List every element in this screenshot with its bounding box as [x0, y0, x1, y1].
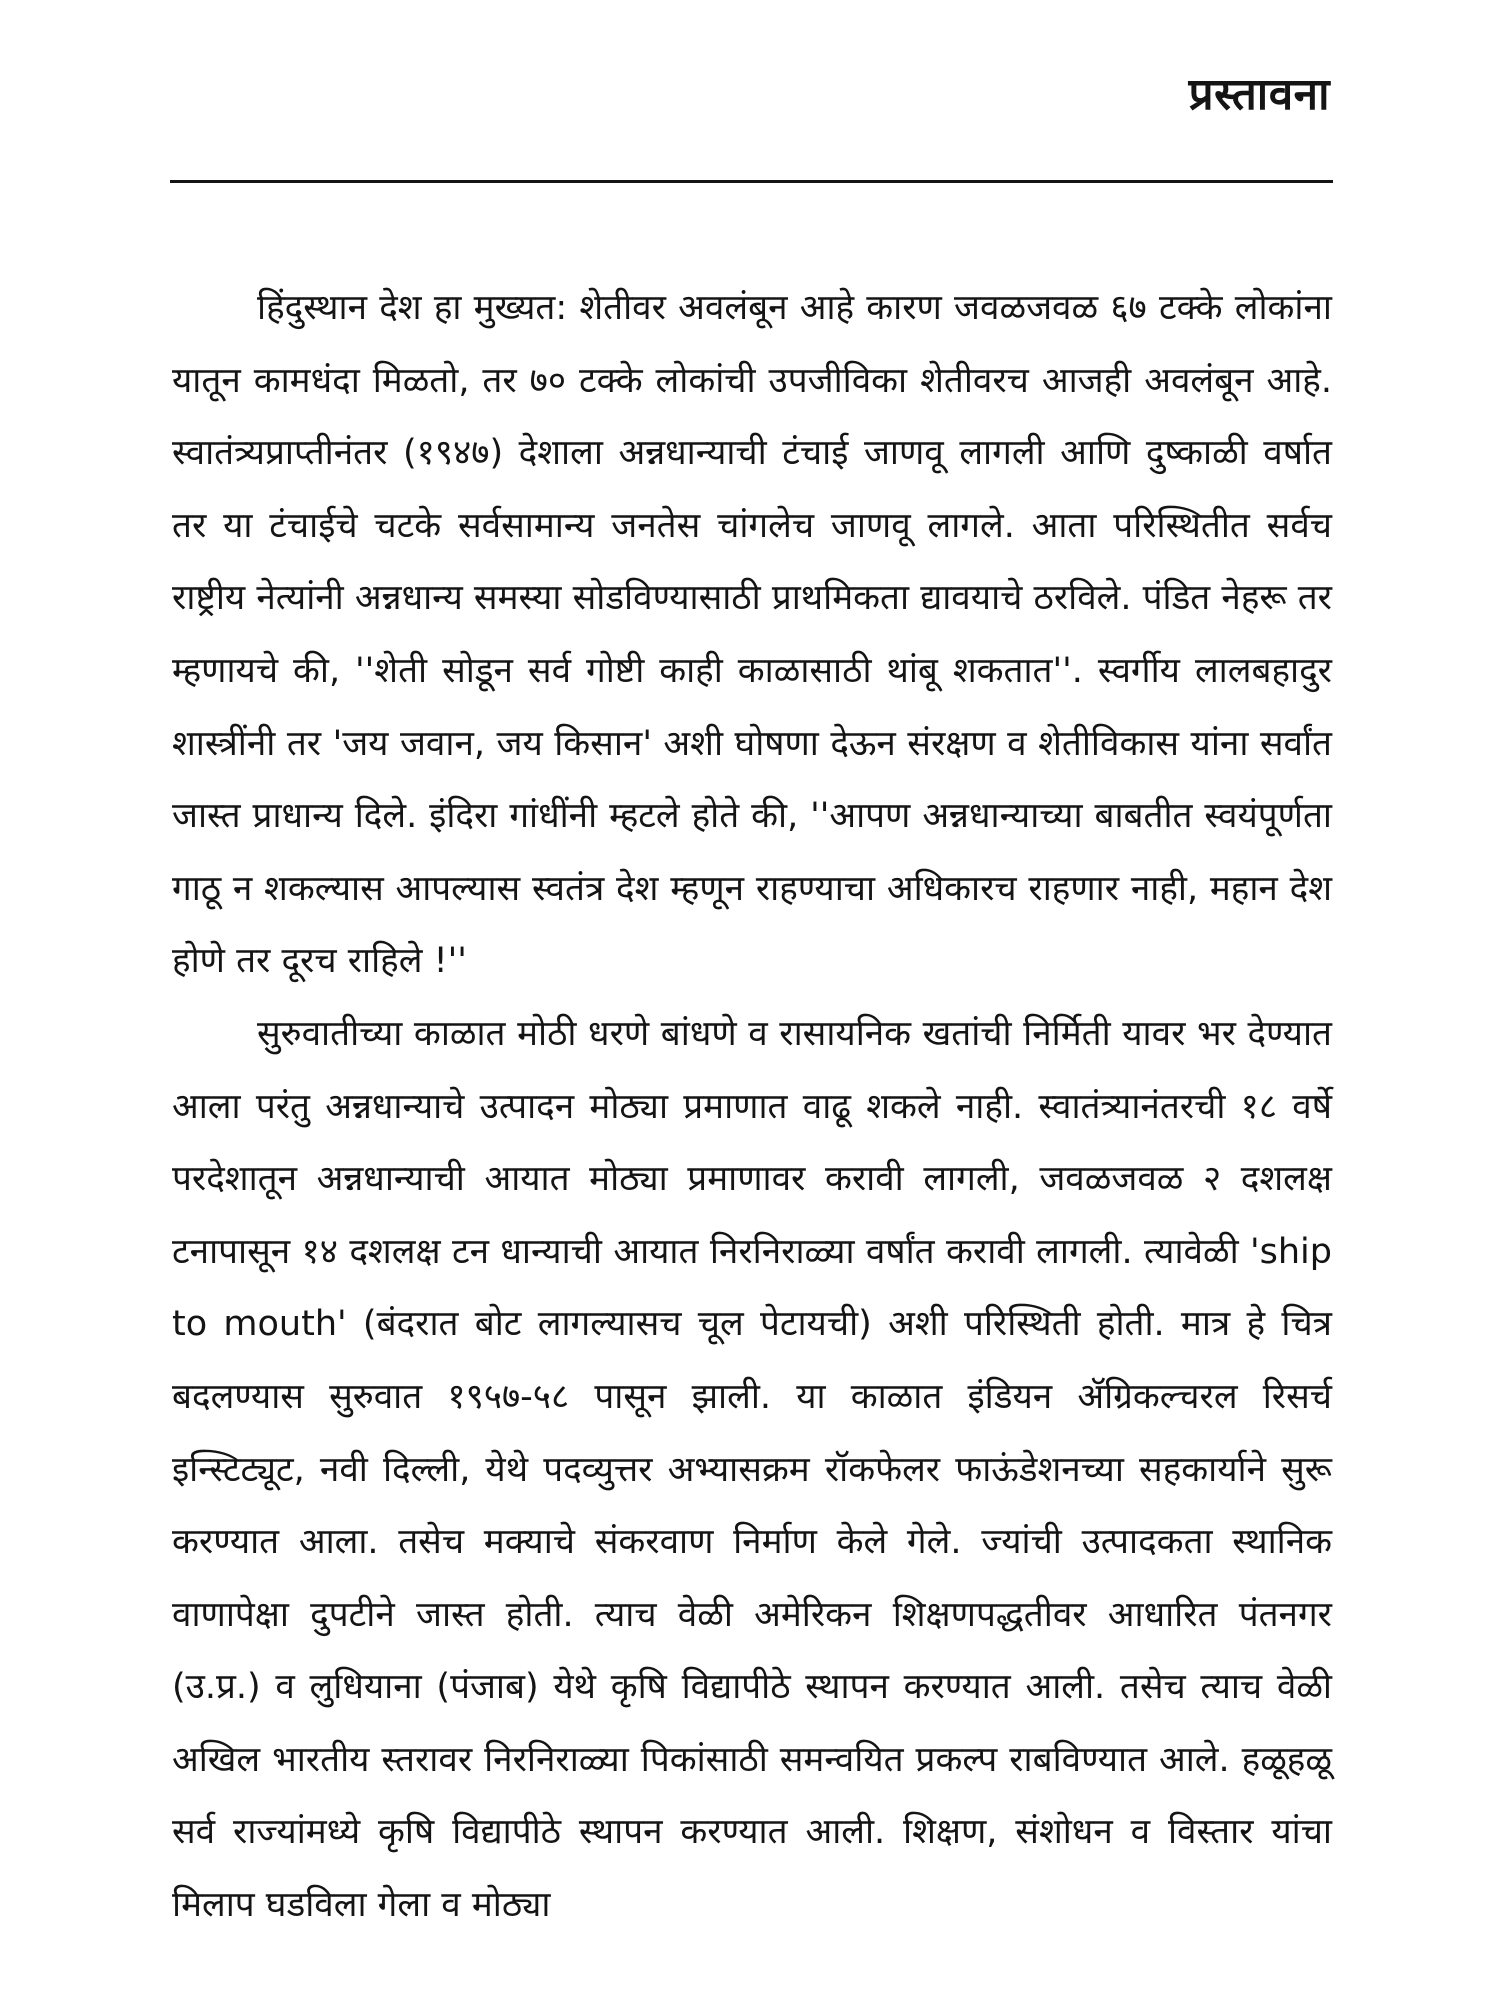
body-text — [172, 272, 1332, 1942]
title-underline — [170, 180, 1333, 183]
paragraph-1: हिंदुस्थान देश हा मुख्यत: शेतीवर अवलंबून आहे कारण जवळजवळ ६७ टक्के लोकांना यातून कामधंदा मिळतो, तर ७० टक्के लोकांची उपजीविका शेतीवरच आजही अवलंबून आहे. स्वातंत्र्यप्राप्तीनंतर (१९४७) देशाला अन्नधान्याची टंचाई जाणवू लागली आणि दुष्काळी वर्षात तर या टंचाईचे चटके सर्वसामान्य जनतेस चांगलेच जाणवू लागले. आता परिस्थितीत सर्वच राष्ट्रीय नेत्यांनी अन्नधान्य समस्या सोडविण्यासाठी प्राथमिकता द्यावयाचे ठरविले. पंडित नेहरू तर म्हणायचे की, ''शेती सोडून सर्व गोष्टी काही काळासाठी थांबू शकतात''. स्वर्गीय लालबहादुर शास्त्रींनी तर 'जय जवान, जय किसान' अशी घोषणा देऊन संरक्षण व शेतीविकास यांना सर्वांत जास्त प्राधान्य दिले. इंदिरा गांधींनी म्हटले होते की, ''आपण अन्नधान्याच्या बाबतीत स्वयंपूर्णता गाठू न शकल्यास आपल्यास स्वतंत्र देश म्हणून राहण्याचा अधिकारच राहणार नाही, महान देश होणे तर दूरच राहिले !'' — [172, 288, 1332, 982]
paragraph-2: सुरुवातीच्या काळात मोठी धरणे बांधणे व रासायनिक खतांची निर्मिती यावर भर देण्यात आला परंतु अन्नधान्याचे उत्पादन मोठ्या प्रमाणात वाढू शकले नाही. स्वातंत्र्यानंतरची १८ वर्षे परदेशातून अन्नधान्याची आयात मोठ्या प्रमाणावर करावी लागली, जवळजवळ २ दशलक्ष टनापासून १४ दशलक्ष टन धान्याची आयात निरनिराळ्या वर्षांत करावी लागली. त्यावेळी 'ship to mouth' (बंदरात बोट लागल्यासच चूल पेटायची) अशी परिस्थिती होती. मात्र हे चित्र बदलण्यास सुरुवात १९५७-५८ पासून झाली. या काळात इंडियन ॲग्रिकल्चरल रिसर्च इन्स्टिट्यूट, नवी दिल्ली, येथे पदव्युत्तर अभ्यासक्रम रॉकफेलर फाऊंडेशनच्या सहकार्याने सुरू करण्यात आला. तसेच मक्याचे संकरवाण निर्माण केले गेले. ज्यांची उत्पादकता स्थानिक वाणापेक्षा दुपटीने जास्त होती. त्याच वेळी अमेरिकन शिक्षणपद्धतीवर आधारित पंतनगर (उ.प्र.) व लुधियाना (पंजाब) येथे कृषि विद्यापीठे स्थापन करण्यात आली. तसेच त्याच वेळी अखिल भारतीय स्तरावर निरनिराळ्या पिकांसाठी समन्वयित प्रकल्प राबविण्यात आले. हळूहळू सर्व राज्यांमध्ये कृषि विद्यापीठे स्थापन करण्यात आली. शिक्षण, संशोधन व विस्तार यांचा मिलाप घडविला गेला व मोठ्या — [172, 1013, 1332, 1926]
page-title: प्रस्तावना — [1188, 69, 1330, 120]
